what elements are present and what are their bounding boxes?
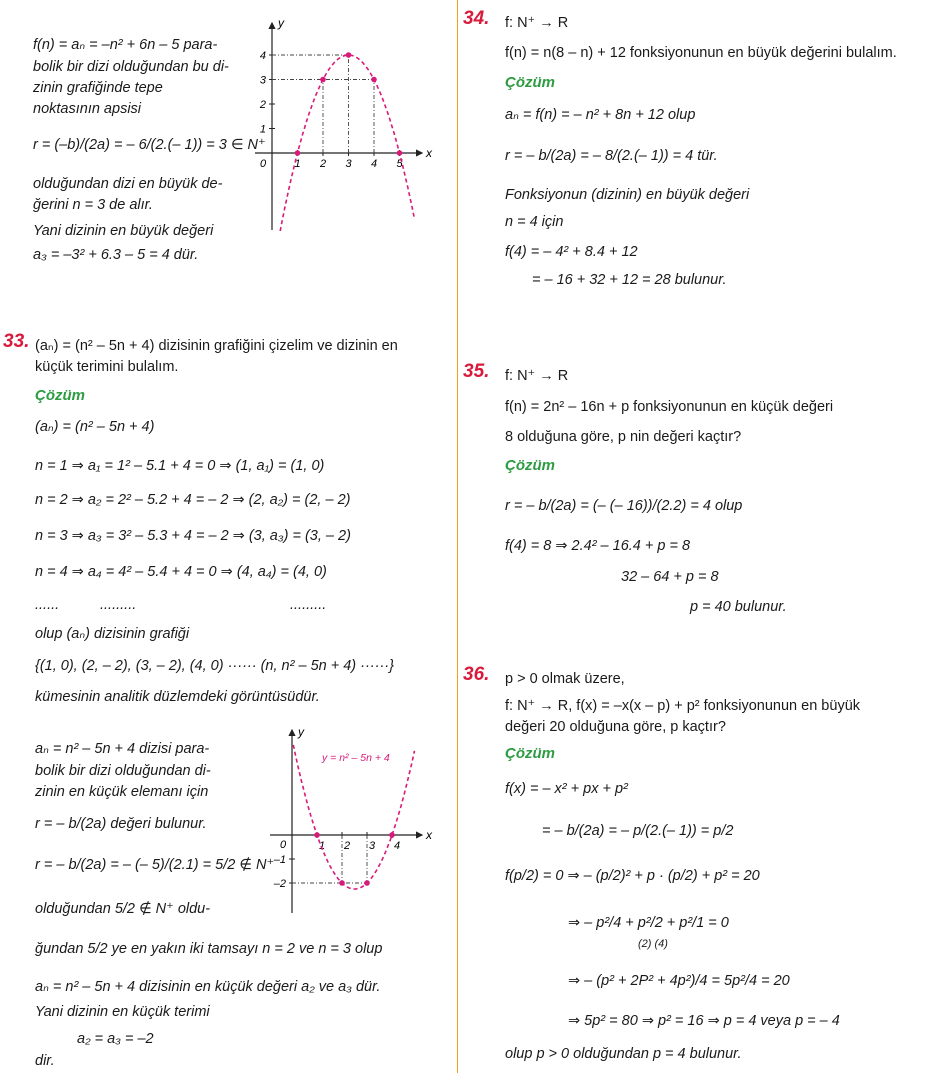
q36-line-9: ⇒ 5p² = 80 ⇒ p² = 16 ⇒ p = 4 veya p = – 4 (568, 1013, 840, 1029)
q33-p9: Yani dizinin en küçük terimi (35, 1004, 210, 1020)
q34-solution-heading: Çözüm (505, 74, 555, 91)
q35-solution-heading: Çözüm (505, 457, 555, 474)
q35-line-5: f(4) = 8 ⇒ 2.4² – 16.4 + p = 8 (505, 538, 691, 554)
q33-line-2: n = 1 ⇒ a₁ = 1² – 5.1 + 4 = 0 ⇒ (1, a₁) = (1, 0) (35, 458, 325, 474)
q33-set: {(1, 0), (2, – 2), (3, – 2), (4, 0) ······ (n, n² – 5n + 4) ······} (35, 658, 394, 674)
x-tick-label: 5 (396, 158, 403, 170)
y-tick-label: –2 (273, 878, 286, 890)
q33-line-9: kümesinin analitik düzlemdeki görüntüsüdür. (35, 689, 320, 705)
q33-p11: dir. (35, 1053, 55, 1069)
parabola-graph-1 (250, 15, 450, 235)
q33-statement-1: (aₙ) = (n² – 5n + 4) dizisinin grafiğini çizelim ve dizinin en (35, 338, 398, 354)
data-point (314, 832, 320, 838)
y-tick-label: 2 (259, 99, 266, 111)
q35-line-1: f: N⁺ → R (505, 368, 569, 384)
q33-dots-2: ......... (100, 597, 137, 613)
q33-line-3: n = 2 ⇒ a₂ = 2² – 5.2 + 4 = – 2 ⇒ (2, a₂) = (2, – 2) (35, 492, 351, 508)
data-point (346, 52, 352, 58)
q33-p5: r = – b/(2a) = – (– 5)/(2.1) = 5/2 ∉ N⁺ (35, 857, 275, 873)
q35-line-2: f(n) = 2n² – 16n + p fonksiyonunun en küçük değeri (505, 399, 834, 415)
y-tick-label: 4 (259, 50, 266, 62)
q33-p1: aₙ = n² – 5n + 4 dizisi para- (35, 741, 210, 757)
curve-equation-label: y = n² – 5n + 4 (322, 752, 390, 764)
x-tick-label: 1 (294, 158, 301, 170)
question-number-34: 34. (463, 8, 490, 29)
parabola-curve (280, 55, 414, 231)
q36-line-7: ⇒ – p²/4 + p²/2 + p²/1 = 0 (568, 915, 729, 931)
q34-line-8: = – 16 + 32 + 12 = 28 bulunur. (532, 272, 727, 288)
q33-line-1: (aₙ) = (n² – 5n + 4) (35, 419, 155, 435)
x-axis-label: x (426, 828, 432, 842)
intro-line-2: bolik bir dizi olduğundan bu di- (33, 59, 229, 75)
q34-line-3: aₙ = f(n) = – n² + 8n + 12 olup (505, 107, 696, 123)
x-tick-label: 4 (371, 158, 378, 170)
q36-line-1: p > 0 olmak üzere, (505, 671, 625, 687)
data-point (295, 150, 301, 156)
intro-line-8: Yani dizinin en büyük değeri (33, 223, 214, 239)
q34-line-4: r = – b/(2a) = – 8/(2.(– 1)) = 4 tür. (505, 148, 718, 164)
intro-line-3: zinin grafiğinde tepe (33, 80, 163, 96)
question-number-36: 36. (463, 664, 490, 685)
x-tick-label: 3 (369, 840, 376, 852)
q36-line-2: f: N⁺ → R, f(x) = –x(x – p) + p² fonksiyonunun en büyük (505, 698, 861, 714)
q36-line-8: ⇒ – (p² + 2P² + 4p²)/4 = 5p²/4 = 20 (568, 973, 790, 989)
q33-p3: zinin en küçük elemanı için (35, 784, 209, 800)
q35-line-6: 32 – 64 + p = 8 (621, 569, 719, 585)
data-point (320, 77, 326, 83)
q33-p8: aₙ = n² – 5n + 4 dizisinin en küçük değeri a₂ ve a₃ dür. (35, 979, 381, 995)
q36-line-4: f(x) = – x² + px + p² (505, 781, 628, 797)
q36-line-10: olup p > 0 olduğundan p = 4 bulunur. (505, 1046, 742, 1062)
q33-line-4: n = 3 ⇒ a₃ = 3² – 5.3 + 4 = – 2 ⇒ (3, a₃) = (3, – 2) (35, 528, 351, 544)
q33-p4: r = – b/(2a) değeri bulunur. (35, 816, 207, 832)
q34-line-7: f(4) = – 4² + 8.4 + 12 (505, 244, 638, 260)
q33-line-7: olup (aₙ) dizisinin grafiği (35, 626, 190, 642)
q36-line-3: değeri 20 olduğuna göre, p kaçtır? (505, 719, 726, 735)
data-point (364, 880, 370, 886)
data-point (389, 832, 395, 838)
intro-line-1: f(n) = aₙ = –n² + 6n – 5 para- (33, 37, 218, 53)
x-tick-label: 3 (345, 158, 352, 170)
question-number-35: 35. (463, 361, 490, 382)
x-tick-label: 2 (320, 158, 327, 170)
q33-p10: a₂ = a₃ = –2 (77, 1031, 154, 1047)
x-tick-label: 2 (344, 840, 351, 852)
parabola-graph-2 (262, 725, 442, 918)
origin-label: 0 (260, 158, 267, 170)
q34-line-2: f(n) = n(8 – n) + 12 fonksiyonunun en büyük değerini bulalım. (505, 45, 897, 61)
q33-line-5: n = 4 ⇒ a₄ = 4² – 5.4 + 4 = 0 ⇒ (4, a₄) = (4, 0) (35, 564, 327, 580)
q36-line-5: = – b/(2a) = – p/(2.(– 1)) = p/2 (542, 823, 734, 839)
q33-p7: ğundan 5/2 ye en yakın iki tamsayı n = 2 ve n = 3 olup (35, 941, 383, 957)
q35-line-7: p = 40 bulunur. (690, 599, 787, 615)
question-number-33: 33. (3, 331, 30, 352)
q33-dots-3: ......... (290, 597, 327, 613)
intro-line-7: ğerini n = 3 de alır. (33, 197, 153, 213)
intro-line-4: noktasının apsisi (33, 101, 142, 117)
y-axis-label: y (298, 725, 304, 739)
intro-line-9: a₃ = –3² + 6.3 – 5 = 4 dür. (33, 247, 199, 263)
x-tick-label: 1 (319, 840, 326, 852)
column-divider (457, 0, 458, 1073)
y-axis-label: y (278, 16, 284, 30)
y-tick-label: –1 (273, 854, 286, 866)
q33-p2: bolik bir dizi olduğundan di- (35, 763, 211, 779)
y-tick-label: 3 (259, 74, 266, 87)
q35-line-4: r = – b/(2a) = (– (– 16))/(2.2) = 4 olup (505, 498, 743, 514)
data-point (397, 150, 403, 156)
intro-line-6: olduğundan dizi en büyük de- (33, 176, 223, 192)
q34-line-5: Fonksiyonun (dizinin) en büyük değeri (505, 187, 750, 203)
q36-line-6: f(p/2) = 0 ⇒ – (p/2)² + p · (p/2) + p² = 20 (505, 868, 760, 884)
q36-solution-heading: Çözüm (505, 745, 555, 762)
data-point (371, 77, 377, 83)
q34-line-1: f: N⁺ → R (505, 15, 569, 31)
q33-dots-1: ...... (35, 597, 60, 613)
y-tick-label: 1 (259, 123, 266, 136)
q33-statement-2: küçük terimini bulalım. (35, 359, 179, 375)
q33-p6: olduğundan 5/2 ∉ N⁺ oldu- (35, 901, 211, 917)
q34-line-6: n = 4 için (505, 214, 564, 230)
x-tick-label: 4 (394, 840, 401, 852)
origin-label: 0 (280, 839, 287, 851)
q36-line-7-factors: (2) (4) (638, 938, 668, 950)
parabola-curve (293, 745, 414, 889)
data-point (339, 880, 345, 886)
q33-solution-heading: Çözüm (35, 387, 85, 404)
x-axis-label: x (426, 146, 432, 160)
intro-formula-r: r = (–b)/(2a) = – 6/(2.(– 1)) = 3 ∈ N⁺ (33, 137, 266, 153)
q35-line-3: 8 olduğuna göre, p nin değeri kaçtır? (505, 429, 742, 445)
